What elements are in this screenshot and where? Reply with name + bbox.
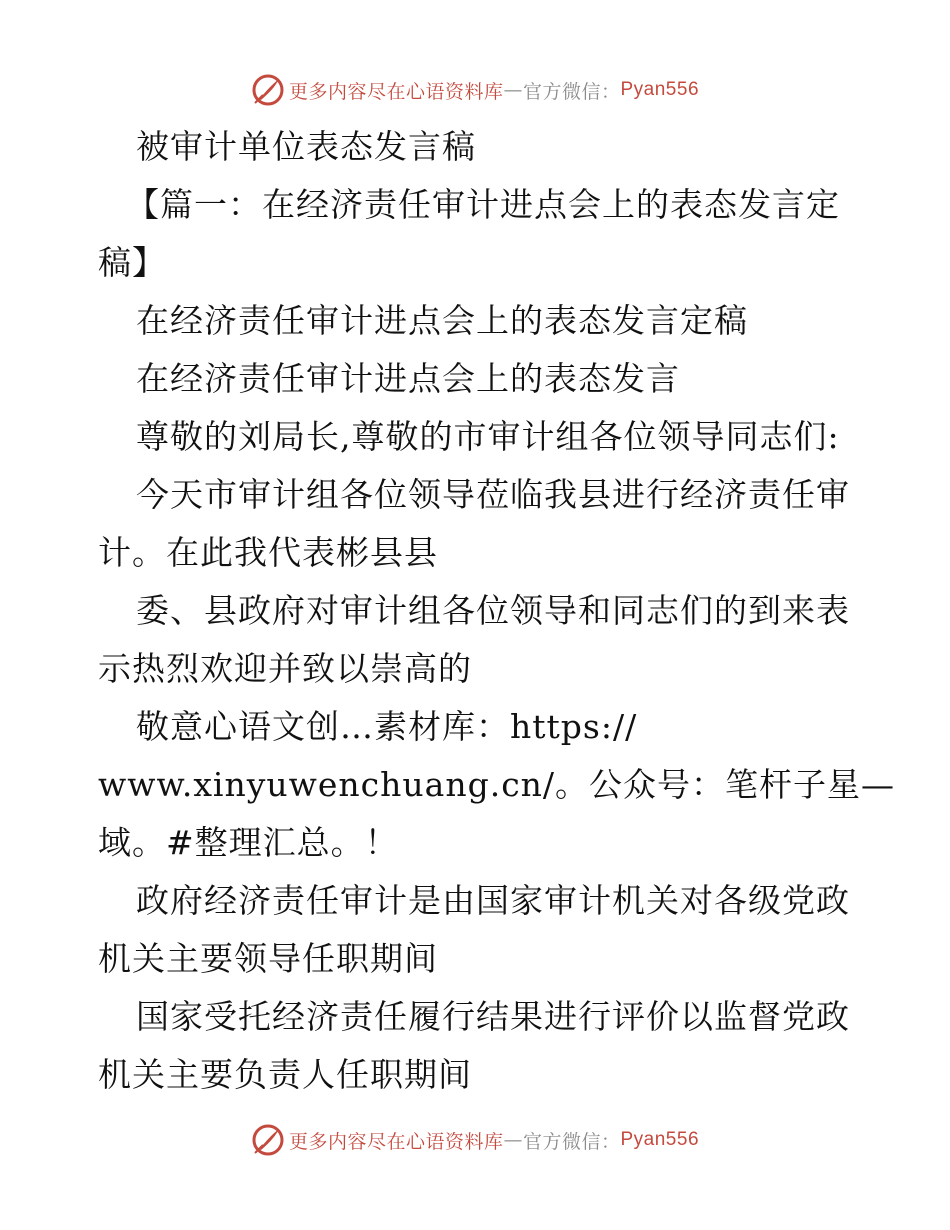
document-body <box>98 118 896 1104</box>
paragraph-line: 域。#整理汇总。！ <box>98 823 399 862</box>
header-banner <box>0 70 950 110</box>
section-heading: 【篇一：在经济责任审计进点会上的表态发言定 <box>126 185 840 224</box>
banner-dash: — <box>503 79 523 101</box>
banner-wechat-id: Pyan556 <box>620 1129 700 1150</box>
banner-wechat-id: Pyan556 <box>620 79 700 100</box>
banner-wechat-label: 官方微信： <box>522 1130 621 1153</box>
url-line: www.xinyuwenchuang.cn/。公众号：笔杆子星— <box>98 765 896 804</box>
feather-logo-icon <box>251 1123 285 1157</box>
document-title: 被审计单位表态发言稿 <box>136 127 476 166</box>
paragraph-line: 国家受托经济责任履行结果进行评价以监督党政 <box>136 997 850 1036</box>
paragraph-line: 计。在此我代表彬县县 <box>98 533 438 572</box>
salutation-line: 尊敬的刘局长,尊敬的市审计组各位领导同志们: <box>136 417 840 456</box>
section-heading-continued: 稿】 <box>98 243 166 282</box>
paragraph-line: 在经济责任审计进点会上的表态发言定稿 <box>136 301 748 340</box>
banner-promo-text: 更多内容尽在心语资料库 <box>288 1130 504 1153</box>
feather-logo-icon <box>251 73 285 107</box>
paragraph-line: 今天市审计组各位领导莅临我县进行经济责任审 <box>136 475 850 514</box>
banner-promo-text: 更多内容尽在心语资料库 <box>288 80 504 103</box>
paragraph-line: 在经济责任审计进点会上的表态发言 <box>136 359 680 398</box>
banner-dash: — <box>503 1129 523 1151</box>
paragraph-line: 政府经济责任审计是由国家审计机关对各级党政 <box>136 881 850 920</box>
footer-banner <box>0 1120 950 1160</box>
paragraph-line: 示热烈欢迎并致以崇高的 <box>98 649 472 688</box>
paragraph-line: 委、县政府对审计组各位领导和同志们的到来表 <box>136 591 850 630</box>
paragraph-line: 机关主要负责人任职期间 <box>98 1055 472 1094</box>
banner-wechat-label: 官方微信： <box>522 80 621 103</box>
paragraph-line: 敬意心语文创…素材库：https:// <box>136 707 638 746</box>
paragraph-line: 机关主要领导任职期间 <box>98 939 438 978</box>
